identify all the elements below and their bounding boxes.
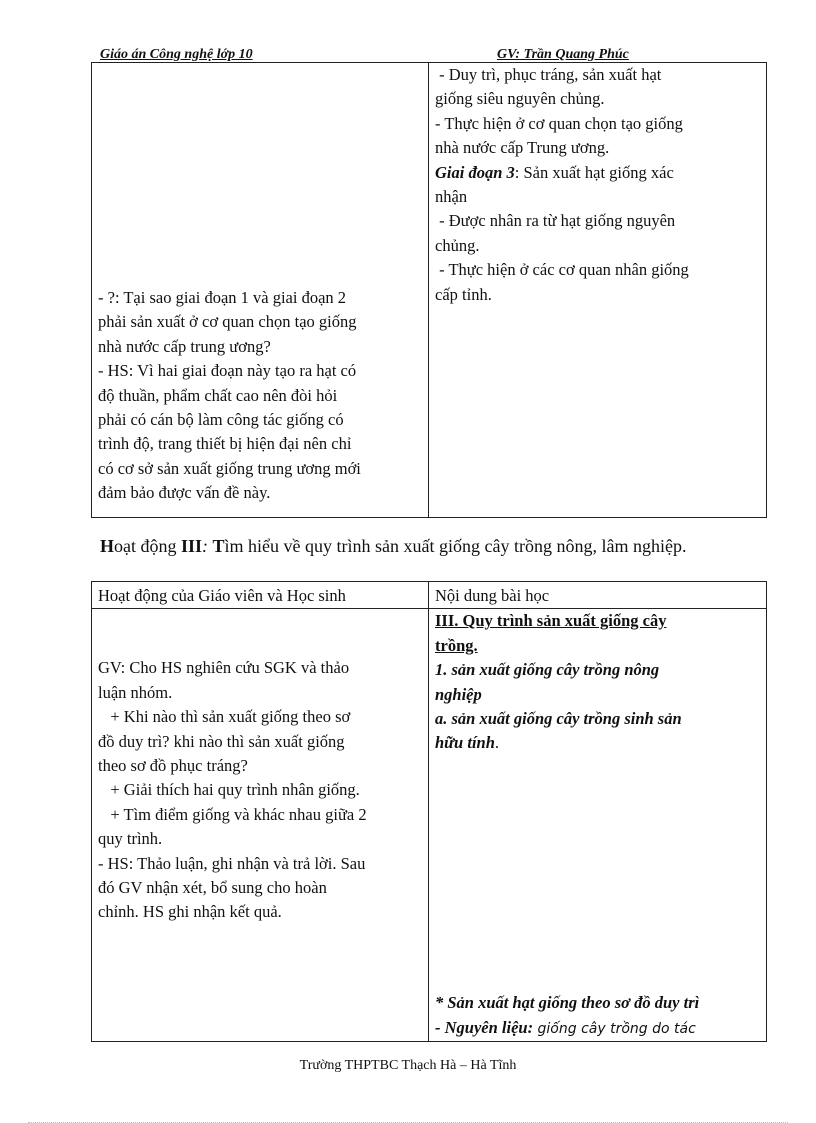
activity-right-cell xyxy=(429,609,767,1042)
activity-line: chỉnh. HS ghi nhận kết quả. xyxy=(98,902,282,922)
stage-content-line: Giai đoạn 3: Sản xuất hạt giống xác xyxy=(435,162,674,182)
question-answer-line: độ thuần, phẩm chất cao nên đòi hỏi xyxy=(98,385,338,405)
header-left: Giáo án Công nghệ lớp 10 xyxy=(100,47,253,62)
content-bottom-line1: * Sản xuất hạt giống theo sơ đồ duy trì xyxy=(435,993,700,1013)
section-heading: Hoạt động III: Tìm hiểu về quy trình sản xuất giống cây trồng nông, lâm nghiệp. xyxy=(100,536,687,556)
lesson-table-continued xyxy=(91,62,767,518)
activity-left-text xyxy=(98,656,424,924)
content-subtitle1-line2: nghiệp xyxy=(435,684,482,704)
question-answer-line: - ?: Tại sao giai đoạn 1 và giai đoạn 2 xyxy=(98,288,347,307)
content-bottom-line2: - Nguyên liệu: giống cây trồng do tác xyxy=(435,1017,696,1037)
activity-line: + Khi nào thì sản xuất giống theo sơ xyxy=(98,707,351,727)
activity-line: đồ duy trì? khi nào thì sản xuất giống xyxy=(98,731,345,751)
header-right: GV: Trần Quang Phúc xyxy=(497,47,629,62)
activity-line: quy trình. xyxy=(98,829,163,849)
column-header-right: Nội dung bài học xyxy=(429,582,767,609)
stage-content-line: nhà nước cấp Trung ương. xyxy=(435,138,610,158)
activity-line: luận nhóm. xyxy=(98,682,173,702)
question-answer-line: trình độ, trang thiết bị hiện đại nên chỉ xyxy=(98,434,352,454)
stage-content-line: - Thực hiện ở các cơ quan nhân giống xyxy=(435,260,689,280)
question-answer-line: phải có cán bộ làm công tác giống có xyxy=(98,410,344,430)
activity-line: theo sơ đồ phục tráng? xyxy=(98,756,248,776)
column-header-left: Hoạt động của Giáo viên và Học sinh xyxy=(92,582,429,609)
question-answer-line: phải sản xuất ở cơ quan chọn tạo giống xyxy=(98,312,357,332)
lesson-table-activity3 xyxy=(91,581,767,1042)
question-answer-line: nhà nước cấp trung ương? xyxy=(98,336,271,356)
content-subtitle1-line1: 1. sản xuất giống cây trồng nông xyxy=(435,660,660,680)
question-answer-line: có cơ sở sản xuất giống trung ương mới xyxy=(98,458,361,478)
left-cell xyxy=(92,63,429,518)
stage-content-line: nhận xyxy=(435,187,468,207)
stage-content-line: giống siêu nguyên chủng. xyxy=(435,89,605,109)
activity-line: đó GV nhận xét, bổ sung cho hoàn xyxy=(98,878,327,898)
activity-line: GV: Cho HS nghiên cứu SGK và thảo xyxy=(98,658,350,678)
right-cell xyxy=(429,63,767,518)
activity-left-cell xyxy=(92,609,429,1042)
question-answer-line: đảm bảo được vấn đề này. xyxy=(98,483,271,503)
stage-content-line: - Duy trì, phục tráng, sản xuất hạt xyxy=(435,65,662,84)
stage-content-line: - Được nhân ra từ hạt giống nguyên xyxy=(435,211,676,231)
stage-content-line: chủng. xyxy=(435,235,480,255)
activity-line: + Giải thích hai quy trình nhân giống. xyxy=(98,780,360,800)
activity-line: - HS: Thảo luận, ghi nhận và trả lời. Sau xyxy=(98,853,366,873)
right-cell-text xyxy=(435,63,762,307)
content-subtitle2-line1: a. sản xuất giống cây trồng sinh sản xyxy=(435,709,682,729)
content-title-line1: III. Quy trình sản xuất giống cây xyxy=(435,611,667,631)
left-cell-text xyxy=(98,286,424,506)
activity-line: + Tìm điểm giống và khác nhau giữa 2 xyxy=(98,804,367,824)
content-title-line2: trồng. xyxy=(435,635,478,655)
content-subtitle2-line2: hữu tính. xyxy=(435,733,500,753)
stage-content-line: cấp tỉnh. xyxy=(435,284,492,304)
page-footer: Trường THPTBC Thạch Hà – Hà Tĩnh xyxy=(299,1058,517,1073)
stage-content-line: - Thực hiện ở cơ quan chọn tạo giống xyxy=(435,113,683,133)
question-answer-line: - HS: Vì hai giai đoạn này tạo ra hạt có xyxy=(98,361,357,381)
